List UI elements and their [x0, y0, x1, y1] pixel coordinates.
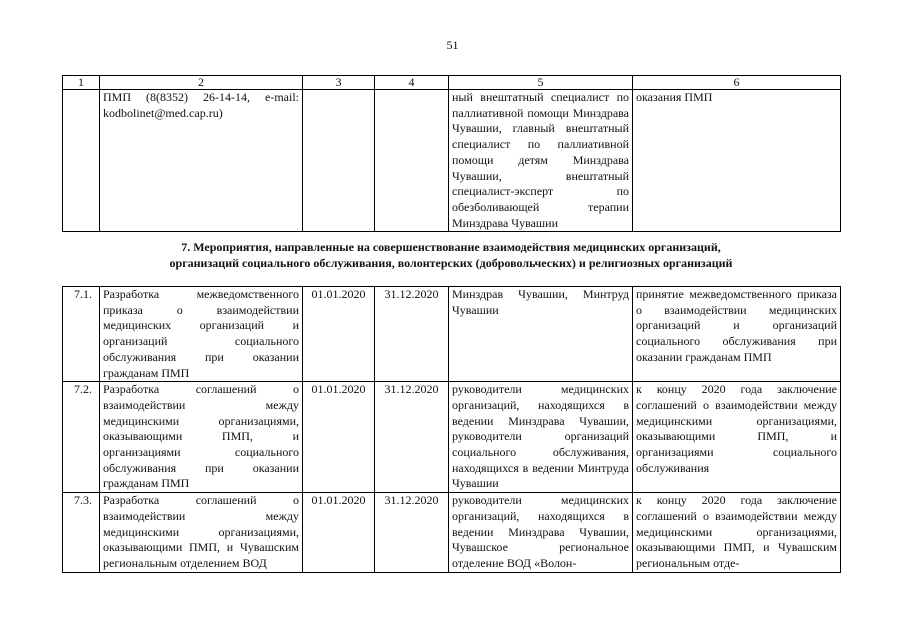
column-header-2: 2: [100, 76, 303, 90]
section-heading-line-2: организаций социального обслуживания, волонтерских (добровольческих) и религиозных организаций: [169, 256, 733, 270]
cell-responsible: ный внештатный специалист по паллиативной помощи Минздрава Чувашии, главный внештатный специалист по паллиативной помощи детям Минздрава Чувашии, внештатный специалист-эксперт по обезболивающей терапии Минздрава Чувашии: [449, 90, 633, 232]
page-number: 51: [446, 38, 459, 52]
cell-responsible: Минздрав Чувашии, Минтруд Чувашии: [449, 287, 633, 382]
cell-result: к концу 2020 года заключение соглашений о взаимодействии между медицинскими организациями, оказывающими ПМП, и организациями социального обслуживания: [633, 382, 841, 493]
cell-result: к концу 2020 года заключение соглашений о взаимодействии между медицинскими организациями, оказывающими ПМП, и Чувашским региональным отде-: [633, 493, 841, 573]
cell-start-date: 01.01.2020: [303, 493, 375, 573]
cell-end-date: 31.12.2020: [375, 493, 449, 573]
cell-start-date: 01.01.2020: [303, 287, 375, 382]
cell-result: оказания ПМП: [633, 90, 841, 232]
section-heading: [62, 239, 840, 271]
column-header-1: 1: [63, 76, 100, 90]
table-section-7: [62, 286, 841, 573]
column-header-6: 6: [633, 76, 841, 90]
cell-start-date: 01.01.2020: [303, 382, 375, 493]
cell-result: принятие межведомственного приказа о взаимодействии медицинских организаций и организаций социального обслуживания при оказании гражданам ПМП: [633, 287, 841, 382]
cell-end-date: [375, 90, 449, 232]
cell-task: Разработка соглашений о взаимодействии между медицинскими организациями, оказывающими ПМП, и организациями социального обслуживания при оказании гражданам ПМП: [100, 382, 303, 493]
cell-task: Разработка межведомственного приказа о взаимодействии медицинских организаций и организаций социального обслуживания при оказании гражданам ПМП: [100, 287, 303, 382]
column-header-3: 3: [303, 76, 375, 90]
column-header-5: 5: [449, 76, 633, 90]
cell-number: 7.3.: [63, 493, 100, 573]
cell-number: 7.2.: [63, 382, 100, 493]
cell-end-date: 31.12.2020: [375, 287, 449, 382]
table-continuation: [62, 75, 841, 232]
section-heading-line-1: 7. Мероприятия, направленные на совершенствование взаимодействия медицинских организаций,: [181, 240, 721, 254]
cell-end-date: 31.12.2020: [375, 382, 449, 493]
table-header-row: [63, 76, 841, 90]
cell-responsible: руководители медицинских организаций, находящихся в ведении Минздрава Чувашии, Чувашское региональное отделение ВОД «Волон-: [449, 493, 633, 573]
table-row: [63, 493, 841, 573]
cell-number: 7.1.: [63, 287, 100, 382]
table-row: [63, 287, 841, 382]
cell-start-date: [303, 90, 375, 232]
table-row: [63, 382, 841, 493]
column-header-4: 4: [375, 76, 449, 90]
cell-task: Разработка соглашений о взаимодействии между медицинскими организациями, оказывающими ПМП, и Чувашским региональным отделением ВОД: [100, 493, 303, 573]
cell-task: ПМП (8(8352) 26-14-14, e-mail: kodbolinet@med.cap.ru): [100, 90, 303, 232]
cell-number: [63, 90, 100, 232]
cell-responsible: руководители медицинских организаций, находящихся в ведении Минздрава Чувашии, руководители организаций социального обслуживания, находящихся в ведении Минтруда Чувашии: [449, 382, 633, 493]
table-row: [63, 90, 841, 232]
